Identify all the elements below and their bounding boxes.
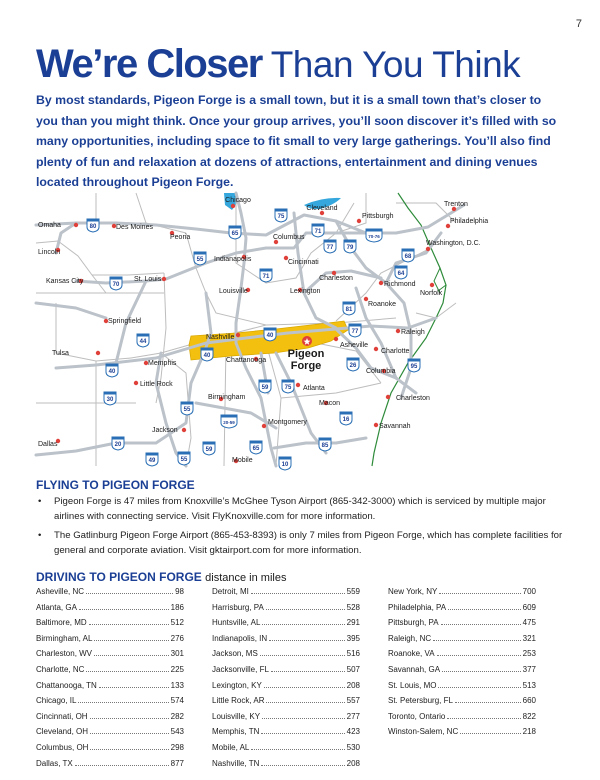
dot-leader bbox=[261, 733, 344, 734]
pigeon-forge-label-2: Forge bbox=[290, 360, 322, 372]
map-city-label: Omaha bbox=[38, 222, 61, 229]
distance-miles: 253 bbox=[522, 649, 536, 659]
driving-title bbox=[36, 570, 286, 584]
distance-city: Toronto, Ontario bbox=[388, 711, 446, 721]
interstate-shield bbox=[229, 226, 241, 239]
map-city-label: Montgomery bbox=[268, 419, 307, 426]
distance-row bbox=[388, 681, 536, 697]
dot-leader bbox=[86, 671, 168, 672]
map-city-label: Louisville bbox=[219, 288, 248, 295]
dot-leader bbox=[90, 718, 169, 719]
interstate-number: 55 bbox=[180, 457, 188, 463]
dot-leader bbox=[251, 593, 345, 594]
dot-leader bbox=[448, 609, 521, 610]
interstate-shield bbox=[259, 380, 271, 393]
interstate-number: 64 bbox=[397, 271, 405, 277]
distance-row bbox=[388, 727, 536, 743]
interstate-number: 75 bbox=[284, 385, 292, 391]
distance-city: St. Petersburg, FL bbox=[388, 696, 453, 706]
distance-city: Harrisburg, PA bbox=[212, 602, 264, 612]
interstate-number: 75 bbox=[277, 214, 285, 220]
distance-row bbox=[212, 665, 360, 681]
interstate-shield bbox=[340, 412, 352, 425]
map-city-label: Cleveland bbox=[306, 205, 338, 212]
dot-leader bbox=[442, 671, 521, 672]
distance-row bbox=[212, 712, 360, 728]
distance-row bbox=[388, 712, 536, 728]
map-city-label: Indianapolis bbox=[214, 256, 252, 263]
distance-miles: 301 bbox=[170, 649, 184, 659]
distance-column-1 bbox=[36, 587, 184, 774]
distance-city: St. Louis, MO bbox=[388, 680, 437, 690]
interstate-shield bbox=[137, 334, 149, 347]
dot-leader bbox=[78, 702, 168, 703]
distance-miles: 609 bbox=[522, 602, 536, 612]
map-city-dot bbox=[236, 333, 240, 337]
map-city-dot bbox=[357, 219, 361, 223]
interstate-number: 70-76 bbox=[368, 234, 380, 239]
distance-miles: 475 bbox=[522, 618, 536, 628]
interstate-number: 77 bbox=[326, 245, 334, 251]
distance-city: New York, NY bbox=[388, 587, 438, 596]
interstate-shield bbox=[201, 348, 213, 361]
interstate-shield bbox=[275, 209, 287, 222]
distance-city: Winston-Salem, NC bbox=[388, 727, 459, 737]
map-city-label: Memphis bbox=[148, 360, 177, 367]
headline-light: Than You Think bbox=[270, 44, 521, 85]
distance-miles: 822 bbox=[522, 711, 536, 721]
distance-city: Cincinnati, OH bbox=[36, 711, 88, 721]
map-city-label: Charleston bbox=[319, 275, 353, 282]
distance-city: Nashville, TN bbox=[212, 758, 260, 768]
distance-miles: 559 bbox=[346, 587, 360, 596]
interstate-shield bbox=[110, 277, 122, 290]
flying-bullet-1: • Pigeon Forge is 47 miles from Knoxville’s McGhee Tyson Airport (865-342-3000) which is serviced by multiple major airlines with connecting service. Visit FlyKnoxville.com for more information. bbox=[36, 494, 566, 524]
interstate-number: 40 bbox=[266, 333, 274, 339]
dot-leader bbox=[90, 749, 168, 750]
map-city-dot bbox=[262, 424, 266, 428]
dot-leader bbox=[86, 593, 173, 594]
map-city-dot bbox=[386, 395, 390, 399]
distance-city: Chattanooga, TN bbox=[36, 680, 97, 690]
distance-miles: 133 bbox=[170, 680, 184, 690]
interstate-shield bbox=[312, 224, 324, 237]
interstate-shield bbox=[264, 328, 276, 341]
distance-miles: 423 bbox=[346, 727, 360, 737]
distance-row bbox=[388, 649, 536, 665]
distance-miles: 543 bbox=[170, 727, 184, 737]
map-city-label: Columbia bbox=[366, 368, 396, 375]
interstate-number: 71 bbox=[314, 229, 322, 235]
interstate-shield bbox=[178, 452, 190, 465]
map-city-label: Roanoke bbox=[368, 301, 397, 308]
map-city-dot bbox=[182, 428, 186, 432]
interstate-shield bbox=[181, 402, 193, 415]
dot-leader bbox=[433, 640, 521, 641]
distance-miles: 225 bbox=[170, 664, 184, 674]
distance-city: Cleveland, OH bbox=[36, 727, 89, 737]
interstate-shield bbox=[402, 249, 414, 262]
distance-row bbox=[212, 727, 360, 743]
map-city-label: Asheville bbox=[340, 342, 369, 349]
dot-leader bbox=[251, 749, 344, 750]
distance-city: Savannah, GA bbox=[388, 664, 441, 674]
distance-row bbox=[388, 696, 536, 712]
distance-row bbox=[212, 759, 360, 775]
interstate-number: 40 bbox=[203, 353, 211, 359]
interstate-shield bbox=[279, 457, 291, 470]
distance-miles: 377 bbox=[522, 664, 536, 674]
map-city-label: Chattanooga bbox=[226, 357, 267, 364]
dot-leader bbox=[89, 624, 169, 625]
map-city-dot bbox=[96, 351, 100, 355]
interstate-number: 70 bbox=[112, 282, 120, 288]
distance-miles: 395 bbox=[346, 633, 360, 643]
interstate-number: 55 bbox=[183, 407, 191, 413]
distance-city: Dallas, TX bbox=[36, 758, 73, 768]
distance-city: Indianapolis, IN bbox=[212, 633, 268, 643]
distance-city: Mobile, AL bbox=[212, 742, 250, 752]
distance-city: Pittsburgh, PA bbox=[388, 618, 439, 628]
interstate-shield bbox=[112, 437, 124, 450]
dot-leader bbox=[441, 624, 521, 625]
interstate-shield bbox=[366, 229, 382, 242]
map-city-label: Lexington bbox=[290, 288, 321, 295]
dot-leader bbox=[266, 609, 345, 610]
distance-city: Lexington, KY bbox=[212, 680, 262, 690]
map-city-label: Dallas bbox=[38, 441, 58, 448]
distance-miles: 186 bbox=[170, 602, 184, 612]
distance-miles: 574 bbox=[170, 696, 184, 706]
map-city-label: Tulsa bbox=[52, 350, 69, 357]
interstate-shield bbox=[349, 324, 361, 337]
dot-leader bbox=[269, 640, 344, 641]
distance-miles: 208 bbox=[346, 758, 360, 768]
map-city-dot bbox=[379, 281, 383, 285]
distance-row bbox=[212, 743, 360, 759]
dot-leader bbox=[460, 733, 520, 734]
dot-leader bbox=[266, 702, 344, 703]
distance-miles: 700 bbox=[522, 587, 536, 596]
interstate-number: 81 bbox=[345, 307, 353, 313]
interstate-number: 95 bbox=[410, 364, 418, 370]
interstate-number: 40 bbox=[108, 369, 116, 375]
distance-row bbox=[36, 681, 184, 697]
interstate-number: 49 bbox=[148, 458, 156, 464]
distance-city: Charleston, WV bbox=[36, 649, 93, 659]
distance-city: Roanoke, VA bbox=[388, 649, 435, 659]
distance-row bbox=[212, 681, 360, 697]
distance-miles: 512 bbox=[170, 618, 184, 628]
distance-city: Raleigh, NC bbox=[388, 633, 432, 643]
distance-row bbox=[388, 603, 536, 619]
map-city-label: Chicago bbox=[225, 197, 251, 204]
interstate-shield bbox=[250, 441, 262, 454]
distance-row bbox=[36, 743, 184, 759]
distance-city: Huntsville, AL bbox=[212, 618, 261, 628]
map-city-dot bbox=[134, 381, 138, 385]
dot-leader bbox=[94, 640, 168, 641]
dot-leader bbox=[271, 671, 345, 672]
map-city-label: Peoria bbox=[170, 234, 191, 241]
map-city-label: Jackson bbox=[152, 427, 178, 434]
distance-miles: 507 bbox=[346, 664, 360, 674]
interstate-number: 20 bbox=[114, 442, 122, 448]
distance-miles: 282 bbox=[170, 711, 184, 721]
flying-title: FLYING TO PIGEON FORGE bbox=[36, 478, 195, 492]
distance-column-2 bbox=[212, 587, 360, 774]
distance-miles: 276 bbox=[170, 633, 184, 643]
map-city-label: St. Louis bbox=[134, 276, 162, 283]
distance-row bbox=[36, 587, 184, 603]
distance-row bbox=[36, 712, 184, 728]
map-city-label: Washington, D.C. bbox=[426, 240, 481, 247]
interstate-number: 59 bbox=[261, 385, 269, 391]
distance-row bbox=[212, 603, 360, 619]
dot-leader bbox=[262, 718, 345, 719]
distance-row bbox=[388, 634, 536, 650]
map-city-label: Columbus bbox=[273, 234, 305, 241]
distance-city: Atlanta, GA bbox=[36, 602, 77, 612]
distance-city: Jackson, MS bbox=[212, 649, 258, 659]
map-city-label: Savannah bbox=[379, 423, 411, 430]
map-city-label: Charlotte bbox=[381, 348, 410, 355]
distance-city: Louisville, KY bbox=[212, 711, 261, 721]
dot-leader bbox=[438, 687, 520, 688]
interstate-shield bbox=[104, 392, 116, 405]
interstate-shield bbox=[194, 252, 206, 265]
interstate-number: 20-59 bbox=[223, 420, 235, 425]
map-city-label: Philadelphia bbox=[450, 218, 489, 225]
map-city-label: Cincinnati bbox=[288, 259, 319, 266]
distance-row bbox=[212, 587, 360, 603]
interstate-shield bbox=[260, 269, 272, 282]
distance-city: Memphis, TN bbox=[212, 727, 260, 737]
distance-city: Philadelphia, PA bbox=[388, 602, 447, 612]
interstate-number: 10 bbox=[281, 462, 289, 468]
distance-row bbox=[36, 603, 184, 619]
distance-miles: 877 bbox=[170, 758, 184, 768]
interstate-shield bbox=[282, 380, 294, 393]
interstate-shield bbox=[347, 358, 359, 371]
distance-row bbox=[388, 618, 536, 634]
map-city-dot bbox=[374, 423, 378, 427]
distance-miles: 528 bbox=[346, 602, 360, 612]
distance-city: Birmingham, AL bbox=[36, 633, 93, 643]
headline-bold: We’re Closer bbox=[36, 42, 262, 86]
map-city-label: Lincoln bbox=[38, 249, 61, 256]
distance-city: Columbus, OH bbox=[36, 742, 89, 752]
map-city-label: Des Moines bbox=[116, 224, 153, 231]
pigeon-forge-label-1: Pigeon bbox=[287, 348, 325, 360]
distance-row bbox=[36, 665, 184, 681]
dot-leader bbox=[99, 687, 169, 688]
distance-row bbox=[212, 618, 360, 634]
distance-row bbox=[36, 727, 184, 743]
distance-miles: 298 bbox=[170, 742, 184, 752]
flying-list bbox=[36, 494, 566, 562]
interstate-number: 16 bbox=[342, 417, 350, 423]
dot-leader bbox=[75, 765, 169, 766]
dot-leader bbox=[264, 687, 345, 688]
map-city-label: Raleigh bbox=[401, 329, 425, 336]
map-city-label: Springfield bbox=[108, 318, 142, 325]
interstate-shield bbox=[203, 442, 215, 455]
interstate-shield bbox=[344, 240, 356, 253]
interstate-number: 68 bbox=[404, 254, 412, 260]
flying-bullet-2: • The Gatlinburg Pigeon Forge Airport (865-453-8393) is only 7 miles from Pigeon Forge, which has complete facilities for general and corporate aviation. Visit gktairport.com for more information. bbox=[36, 528, 566, 558]
map-city-label: Mobile bbox=[232, 457, 253, 464]
interstate-number: 65 bbox=[231, 231, 239, 237]
distance-row bbox=[212, 696, 360, 712]
map-city-label: Richmond bbox=[384, 281, 416, 288]
interstate-number: 65 bbox=[252, 446, 260, 452]
map-city-dot bbox=[231, 204, 235, 208]
page-number: 7 bbox=[575, 18, 582, 30]
distance-miles: 218 bbox=[522, 727, 536, 737]
distance-miles: 513 bbox=[522, 680, 536, 690]
distance-city: Asheville, NC bbox=[36, 587, 85, 596]
map-city-label: Trenton bbox=[444, 201, 468, 208]
distance-city: Little Rock, AR bbox=[212, 696, 265, 706]
distance-miles: 277 bbox=[346, 711, 360, 721]
dot-leader bbox=[260, 655, 345, 656]
distance-miles: 208 bbox=[346, 680, 360, 690]
driving-subtitle: distance in miles bbox=[205, 572, 287, 584]
dot-leader bbox=[447, 718, 520, 719]
interstate-shield bbox=[319, 438, 331, 451]
route-map bbox=[36, 193, 489, 468]
distance-city: Charlotte, NC bbox=[36, 664, 85, 674]
distance-row bbox=[36, 696, 184, 712]
dot-leader bbox=[261, 765, 344, 766]
distance-city: Chicago, IL bbox=[36, 696, 77, 706]
map-city-label: Nashville bbox=[206, 334, 235, 341]
distance-miles: 291 bbox=[346, 618, 360, 628]
interstate-shield bbox=[324, 240, 336, 253]
map-city-label: Birmingham bbox=[208, 394, 246, 401]
map-city-dot bbox=[74, 223, 78, 227]
distance-row bbox=[36, 618, 184, 634]
map-city-dot bbox=[334, 337, 338, 341]
interstate-number: 59 bbox=[205, 447, 213, 453]
distance-miles: 98 bbox=[175, 587, 184, 596]
distance-miles: 660 bbox=[522, 696, 536, 706]
interstate-shield bbox=[408, 359, 420, 372]
distance-city: Baltimore, MD bbox=[36, 618, 87, 628]
distance-column-3 bbox=[388, 587, 536, 743]
distance-city: Detroit, MI bbox=[212, 587, 249, 596]
map-city-dot bbox=[374, 347, 378, 351]
dot-leader bbox=[439, 593, 520, 594]
map-city-label: Charleston bbox=[396, 395, 430, 402]
interstate-number: 26 bbox=[349, 363, 357, 369]
map-city-dot bbox=[426, 247, 430, 251]
interstate-number: 80 bbox=[89, 224, 97, 230]
interstate-number: 77 bbox=[351, 329, 359, 335]
interstate-number: 85 bbox=[321, 443, 329, 449]
interstate-shield bbox=[87, 219, 99, 232]
distance-row bbox=[212, 634, 360, 650]
map-city-label: Little Rock bbox=[140, 381, 173, 388]
map-city-label: Atlanta bbox=[303, 385, 325, 392]
interstate-number: 44 bbox=[139, 339, 147, 345]
distance-miles: 321 bbox=[522, 633, 536, 643]
distance-city: Jacksonville, FL bbox=[212, 664, 269, 674]
driving-title-text: DRIVING TO PIGEON FORGE bbox=[36, 570, 202, 584]
distance-miles: 557 bbox=[346, 696, 360, 706]
distance-row bbox=[388, 587, 536, 603]
interstate-shield bbox=[146, 453, 158, 466]
dot-leader bbox=[437, 655, 521, 656]
interstate-shield bbox=[343, 302, 355, 315]
interstate-number: 55 bbox=[196, 257, 204, 263]
dot-leader bbox=[79, 609, 169, 610]
page-headline bbox=[36, 44, 520, 84]
distance-row bbox=[36, 759, 184, 775]
interstate-shield bbox=[395, 266, 407, 279]
dot-leader bbox=[90, 733, 169, 734]
distance-row bbox=[36, 634, 184, 650]
distance-row bbox=[388, 665, 536, 681]
distance-row bbox=[36, 649, 184, 665]
map-city-dot bbox=[430, 283, 434, 287]
distance-row bbox=[212, 649, 360, 665]
dot-leader bbox=[262, 624, 344, 625]
interstate-number: 30 bbox=[106, 397, 114, 403]
map-city-label: Macon bbox=[319, 400, 341, 407]
interstate-shield bbox=[106, 364, 118, 377]
interstate-shield bbox=[221, 415, 237, 428]
map-city-label: Pittsburgh bbox=[362, 213, 394, 220]
distance-miles: 530 bbox=[346, 742, 360, 752]
map-city-dot bbox=[162, 277, 166, 281]
map-city-dot bbox=[396, 329, 400, 333]
interstate-number: 71 bbox=[262, 274, 270, 280]
distance-miles: 516 bbox=[346, 649, 360, 659]
dot-leader bbox=[455, 702, 521, 703]
map-city-dot bbox=[296, 383, 300, 387]
intro-paragraph: By most standards, Pigeon Forge is a small town, but it is a small town that’s closer to you than you might think. Once your group arrives, you’ll soon discover it’s filled with so many opportunities, including space to fit small to very large gatherings. You’ll also find plenty of fun and relaxation at dozens of attractions, entertainment and dining venues located throughout Pigeon Forge. bbox=[36, 93, 557, 190]
map-city-label: Kansas City bbox=[46, 278, 84, 285]
map-city-label: Norfolk bbox=[420, 290, 443, 297]
interstate-number: 79 bbox=[346, 245, 354, 251]
dot-leader bbox=[94, 655, 169, 656]
